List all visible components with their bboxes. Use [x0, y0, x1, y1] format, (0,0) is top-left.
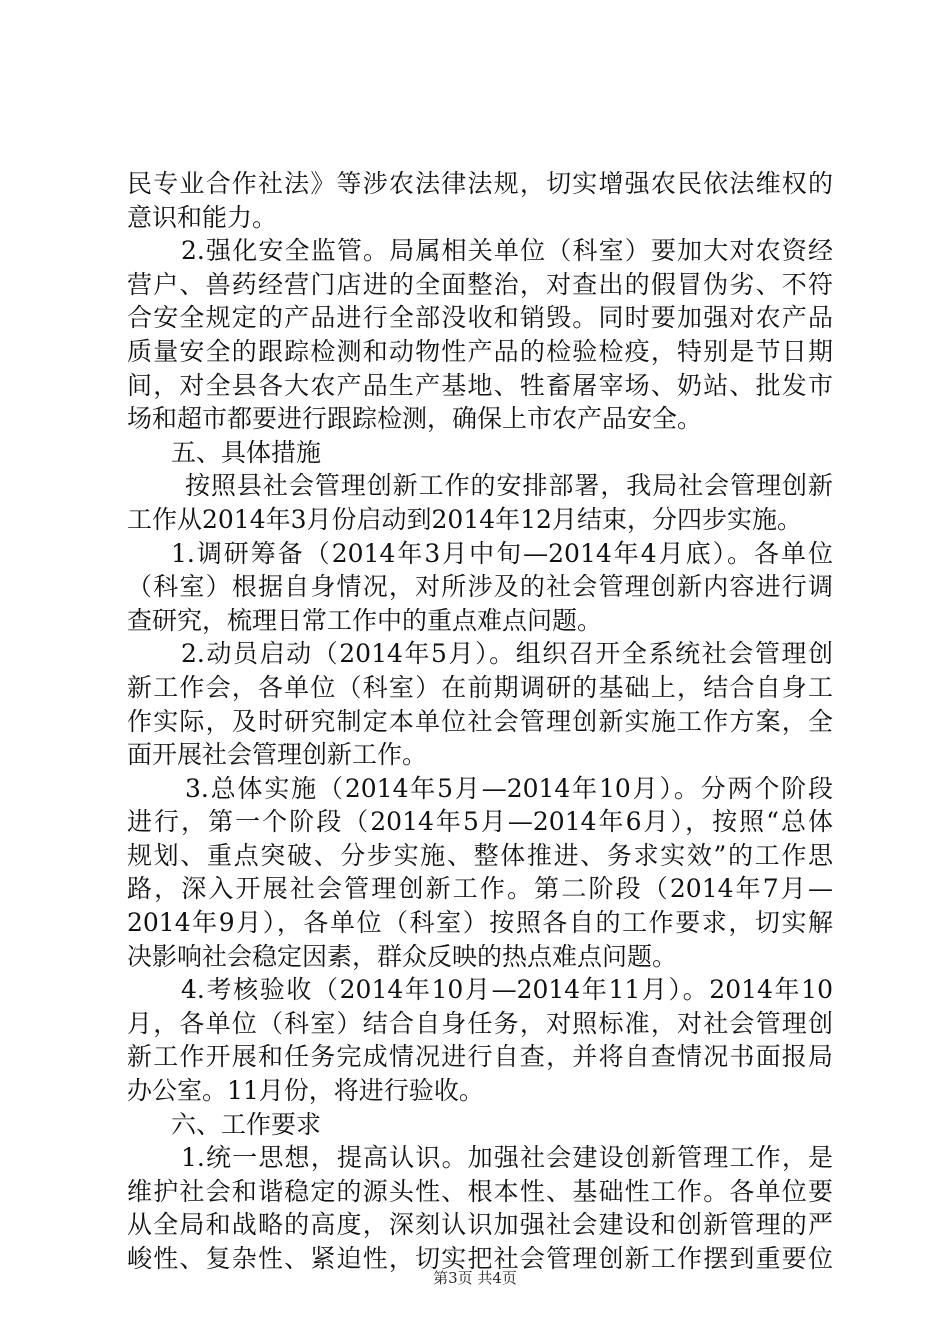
text-line: 面开展社会管理创新工作。 [127, 740, 428, 770]
paragraph-law-awareness [127, 167, 833, 234]
text-line: 1.调研筹备（2014年3月中旬—2014年4月底）。各单位 [171, 538, 833, 568]
text-line: （科室）根据自身情况，对所涉及的社会管理创新内容进行调 [127, 572, 833, 602]
text-line: 民专业合作社法》等涉农法律法规，切实增强农民依法维权的 [127, 169, 833, 198]
text-line: 间，对全县各大农产品生产基地、牲畜屠宰场、奶站、批发市 [127, 370, 833, 400]
section-heading-requirements: 六、工作要求 [171, 1109, 322, 1139]
text-line: 场和超市都要进行跟踪检测，确保上市农产品安全。 [127, 404, 703, 434]
text-line: 月，各单位（科室）结合自身任务，对照标准，对社会管理创 [127, 1008, 833, 1038]
text-line: 从全局和战略的高度，深刻认识加强社会建设和创新管理的严 [127, 1210, 833, 1240]
text-line: 3.总体实施（2014年5月—2014年10月）。分两个阶段 [185, 773, 833, 803]
text-line: 2014年9月），各单位（科室）按照各自的工作要求，切实解 [127, 908, 833, 938]
text-line: 作实际，及时研究制定本单位社会管理创新实施工作方案，全 [127, 706, 833, 736]
paragraph-research-preparation [127, 537, 833, 638]
section-heading-measures: 五、具体措施 [171, 437, 322, 467]
text-line: 新工作开展和任务完成情况进行自查，并将自查情况书面报局 [127, 1042, 833, 1072]
text-line: 合安全规定的产品进行全部没收和销毁。同时要加强对农产品 [127, 303, 833, 333]
page-number: 第3页 共4页 [433, 1269, 517, 1287]
text-line: 维护社会和谐稳定的源头性、根本性、基础性工作。各单位要 [127, 1176, 833, 1206]
paragraph-safety-supervision [127, 234, 833, 436]
text-line: 决影响社会稳定因素，群众反映的热点难点问题。 [127, 941, 678, 971]
paragraph-overall-implementation [127, 772, 833, 974]
text-line: 质量安全的跟踪检测和动物性产品的检验检疫，特别是节日期 [127, 336, 833, 366]
text-line: 办公室。11月份，将进行验收。 [127, 1076, 484, 1106]
paragraph-assessment [127, 973, 833, 1107]
text-line: 意识和能力。 [127, 202, 278, 232]
text-line: 工作从2014年3月份启动到2014年12月结束，分四步实施。 [127, 504, 802, 534]
text-line: 新工作会，各单位（科室）在前期调研的基础上，结合自身工 [127, 672, 833, 702]
text-line: 2.动员启动（2014年5月）。组织召开全系统社会管理创 [181, 639, 833, 669]
text-line: 2.强化安全监管。局属相关单位（科室）要加大对农资经 [181, 236, 833, 266]
paragraph-mobilization [127, 637, 833, 771]
text-line: 规划、重点突破、分步实施、整体推进、务求实效”的工作思 [127, 840, 833, 870]
text-line: 进行，第一个阶段（2014年5月—2014年6月），按照“总体 [127, 807, 833, 837]
text-line: 4.考核验收（2014年10月—2014年11月）。2014年10 [181, 975, 833, 1005]
document-body [127, 167, 833, 1276]
text-line: 查研究，梳理日常工作中的重点难点问题。 [127, 605, 603, 635]
text-line: 营户、兽药经营门店进的全面整治，对查出的假冒伪劣、不符 [127, 269, 833, 299]
text-line: 1.统一思想，提高认识。加强社会建设创新管理工作，是 [181, 1143, 833, 1173]
paragraph-implementation-plan [127, 469, 833, 536]
text-line: 路，深入开展社会管理创新工作。第二阶段（2014年7月— [127, 874, 833, 904]
text-line: 峻性、复杂性、紧迫性，切实把社会管理创新工作摆到重要位 [127, 1244, 833, 1273]
paragraph-unify-thinking [127, 1141, 833, 1275]
text-line: 按照县社会管理创新工作的安排部署，我局社会管理创新 [185, 471, 833, 501]
